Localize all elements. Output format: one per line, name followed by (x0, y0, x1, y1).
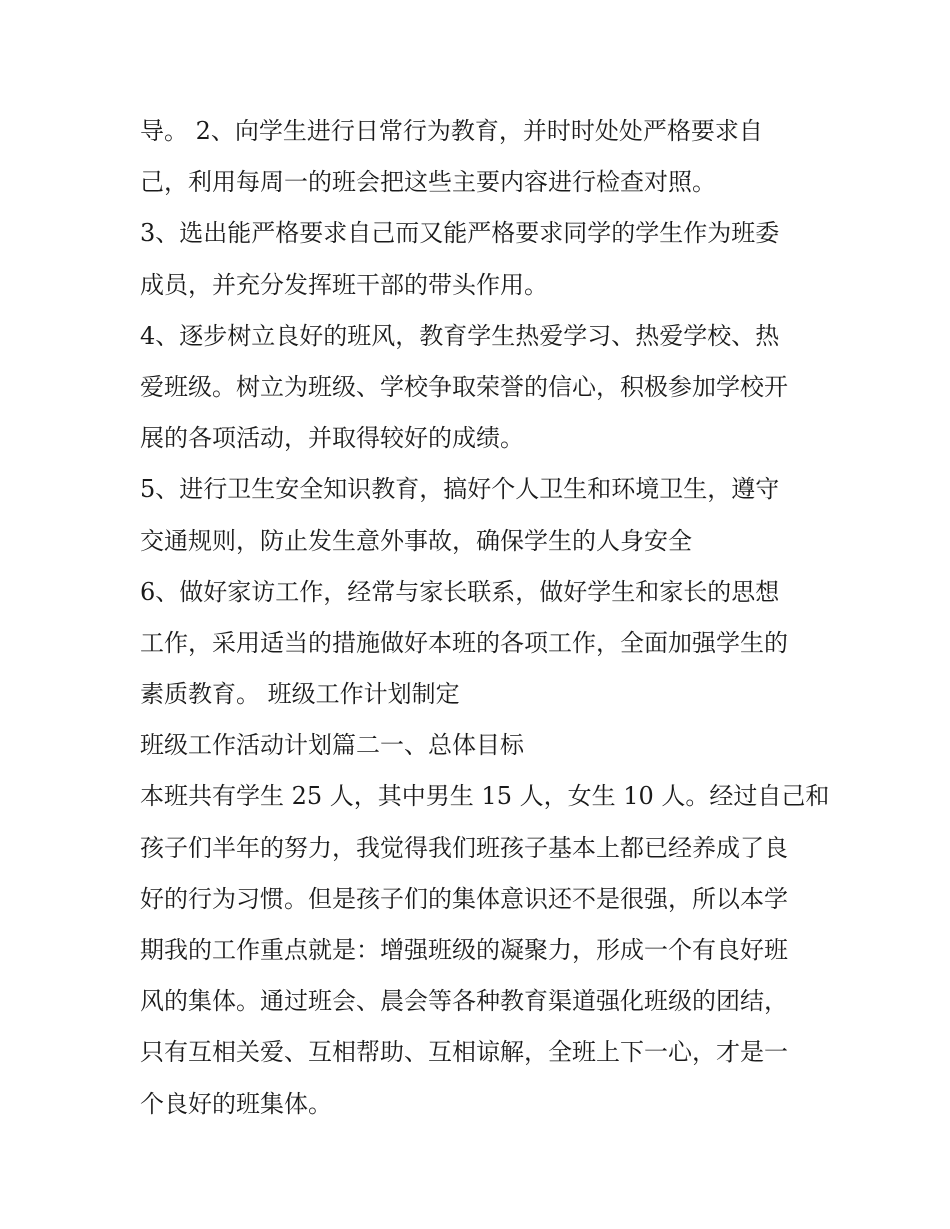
section-heading: 班级工作活动计划篇二一、总体目标 (140, 731, 524, 760)
text-line: 工作，采用适当的措施做好本班的各项工作，全面加强学生的 (140, 628, 788, 657)
text-line: 孩子们半年的努力，我觉得我们班孩子基本上都已经养成了良 (140, 833, 788, 862)
text-line: 只有互相关爱、互相帮助、互相谅解，全班上下一心，才是一 (140, 1038, 788, 1067)
text-line: 好的行为习惯。但是孩子们的集体意识还不是很强，所以本学 (140, 884, 788, 913)
document-body (140, 106, 830, 1130)
text-line: 导。 2、向学生进行日常行为教育，并时时处处严格要求自 (140, 117, 763, 145)
text-line: 素质教育。 班级工作计划制定 (140, 680, 460, 709)
text-line: 风的集体。通过班会、晨会等各种教育渠道强化班级的团结， (140, 987, 788, 1016)
text-line: 3、选出能严格要求自己而又能严格要求同学的学生作为班委 (140, 219, 780, 248)
text-line: 4、逐步树立良好的班风，教育学生热爱学习、热爱学校、热 (140, 321, 780, 350)
text-line: 期我的工作重点就是：增强班级的凝聚力，形成一个有良好班 (140, 936, 788, 964)
text-line: 己，利用每周一的班会把这些主要内容进行检查对照。 (140, 168, 716, 197)
text-line: 爱班级。树立为班级、学校争取荣誉的信心，积极参加学校开 (140, 372, 788, 401)
text-line: 6、做好家访工作，经常与家长联系，做好学生和家长的思想 (140, 577, 780, 606)
text-line: 展的各项活动，并取得较好的成绩。 (140, 424, 524, 453)
text-line: 成员，并充分发挥班干部的带头作用。 (140, 270, 548, 299)
text-line: 本班共有学生 25 人，其中男生 15 人，女生 10 人。经过自己和 (140, 782, 830, 811)
text-line: 交通规则，防止发生意外事故，确保学生的人身安全 (140, 526, 692, 555)
text-line: 5、进行卫生安全知识教育，搞好个人卫生和环境卫生，遵守 (140, 475, 780, 504)
text-line: 个良好的班集体。 (140, 1089, 332, 1118)
